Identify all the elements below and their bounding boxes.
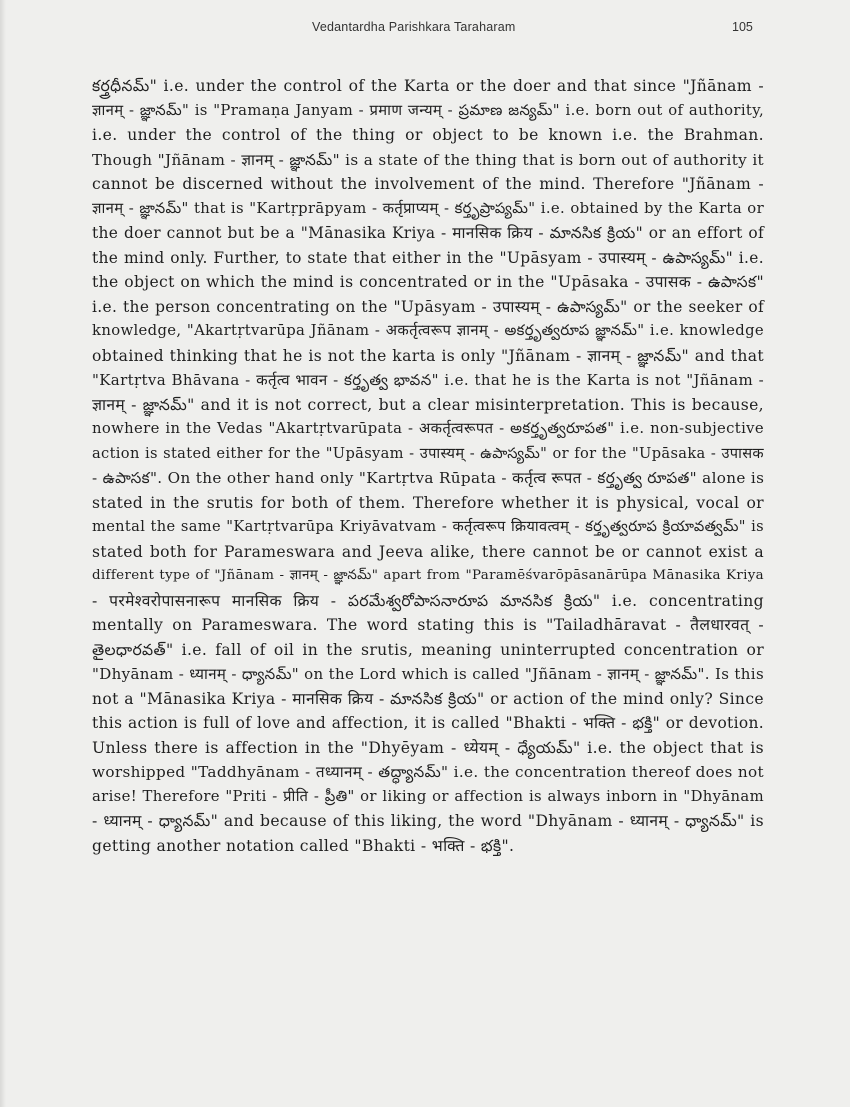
text-line: ज्ञानम् - జ్ఞానమ్" that is "Kartṛprāpyam - कर्तृप्राप्यम् - కర్తృప్రాప్యమ్" i.e. obtained by the Karta or bbox=[92, 199, 764, 217]
text-line: getting another notation called "Bhakti - भक्ति - భక్తి". bbox=[92, 836, 515, 855]
text-line: mental the same "Kartṛtvarūpa Kriyāvatvam - कर्तृत्वरूप क्रियावत्वम् - కర్తృత్వరూప క్రియావత్వమ్" is bbox=[92, 518, 764, 535]
text-line: - परमेश्वरोपासनारूप मानसिक क्रिय - పరమేశ్వరోపాసనారూప మానసిక క్రియ" i.e. concentrating bbox=[92, 591, 764, 610]
text-line: Unless there is affection in the "Dhyēyam - ध्येयम् - ధ్యేయమ్" i.e. the object that is bbox=[92, 738, 764, 757]
text-line: mentally on Parameswara. The word stating this is "Tailadhāravat - तैलधारवत् - bbox=[92, 616, 764, 634]
running-header bbox=[0, 20, 850, 38]
page-binding-edge bbox=[0, 0, 6, 1107]
text-line: తైలధారవత్" i.e. fall of oil in the srutis, meaning uninterrupted concentration or bbox=[92, 640, 764, 659]
text-line: the mind only. Further, to state that either in the "Upāsyam - उपास्यम् - ఉపాస్యమ్" i.e. bbox=[92, 248, 764, 267]
text-line: "Dhyānam - ध्यानम् - ధ్యానమ్" on the Lord which is called "Jñānam - ज्ञानम् - జ్ఞానమ్". Is this bbox=[92, 665, 764, 683]
text-line: knowledge, "Akartṛtvarūpa Jñānam - अकर्तृत्वरूप ज्ञानम् - అకర్తృత్వరూప జ్ఞానమ్" i.e. knowledge bbox=[92, 322, 764, 339]
text-line: - ఉపాసక". On the other hand only "Kartṛtva Rūpata - कर्तृत्व रूपत - కర్తృత్వ రూపత" alone is bbox=[92, 469, 765, 487]
text-line: not a "Mānasika Kriya - मानसिक क्रिय - మానసిక క్రియ" or action of the mind only? Since bbox=[92, 689, 764, 708]
text-line: కర్త్రధీనమ్" i.e. under the control of the Karta or the doer and that since "Jñānam - bbox=[92, 77, 764, 95]
text-line: worshipped "Taddhyānam - तध्यानम् - తద్ధ్యానమ్" i.e. the concentration thereof does not bbox=[92, 763, 764, 781]
text-line: arise! Therefore "Priti - प्रीति - ప్రీతి" or liking or affection is always inborn in "Dhyānam bbox=[92, 787, 764, 805]
text-line: this action is full of love and affection, it is called "Bhakti - भक्ति - భక్తి" or devotion. bbox=[92, 714, 764, 732]
text-line: cannot be discerned without the involvement of the mind. Therefore "Jñānam - bbox=[92, 175, 764, 193]
text-line: different type of "Jñānam - ज्ञानम् - జ్ఞానమ్" apart from "Paramēśvarōpāsanārūpa Mānasika Kriya bbox=[92, 568, 764, 583]
text-line: action is stated either for the "Upāsyam - उपास्यम् - ఉపాస్యమ్" or for the "Upāsaka - उपासक bbox=[92, 444, 764, 462]
text-line: "Kartṛtva Bhāvana - कर्तृत्व भावन - కర్తృత్వ భావన" i.e. that he is the Karta is not "Jñānam - bbox=[92, 371, 764, 389]
text-line: the object on which the mind is concentrated or in the "Upāsaka - उपासक - ఉపాసక" bbox=[92, 273, 764, 291]
body-text bbox=[92, 74, 764, 858]
text-line: nowhere in the Vedas "Akartṛtvarūpata - अकर्तृत्वरूपत - అకర్తృత్వరూపత" i.e. non-subjective bbox=[92, 420, 764, 437]
text-line: ज्ञानम् - జ్ఞానమ్" and it is not correct, but a clear misinterpretation. This is because, bbox=[92, 395, 764, 414]
text-line: - ध्यानम् - ధ్యానమ్" and because of this liking, the word "Dhyānam - ध्यानम् - ధ్యానమ్" is bbox=[92, 812, 764, 830]
text-line: obtained thinking that he is not the karta is only "Jñānam - ज्ञानम् - జ్ఞానమ్" and that bbox=[92, 346, 764, 365]
page-number: 105 bbox=[732, 20, 753, 34]
text-line: stated in the srutis for both of them. Therefore whether it is physical, vocal or bbox=[92, 493, 764, 512]
running-title: Vedantardha Parishkara Taraharam bbox=[312, 20, 516, 34]
text-line: i.e. under the control of the thing or object to be known i.e. the Brahman. bbox=[92, 126, 764, 144]
text-line: i.e. the person concentrating on the "Upāsyam - उपास्यम् - ఉపాస్యమ్" or the seeker of bbox=[92, 297, 764, 316]
text-line: stated both for Parameswara and Jeeva alike, there cannot be or cannot exist a bbox=[92, 542, 764, 561]
text-line: ज्ञानम् - జ్ఞానమ్" is "Pramaṇa Janyam - प्रमाण जन्यम् - ప్రమాణ జన్యమ్" i.e. born out of authority, bbox=[92, 101, 764, 119]
text-line: Though "Jñānam - ज्ञानम् - జ్ఞానమ్" is a state of the thing that is born out of authority it bbox=[92, 150, 764, 169]
text-line: the doer cannot but be a "Mānasika Kriya - मानसिक क्रिय - మానసిక క్రియ" or an effort of bbox=[92, 224, 764, 242]
